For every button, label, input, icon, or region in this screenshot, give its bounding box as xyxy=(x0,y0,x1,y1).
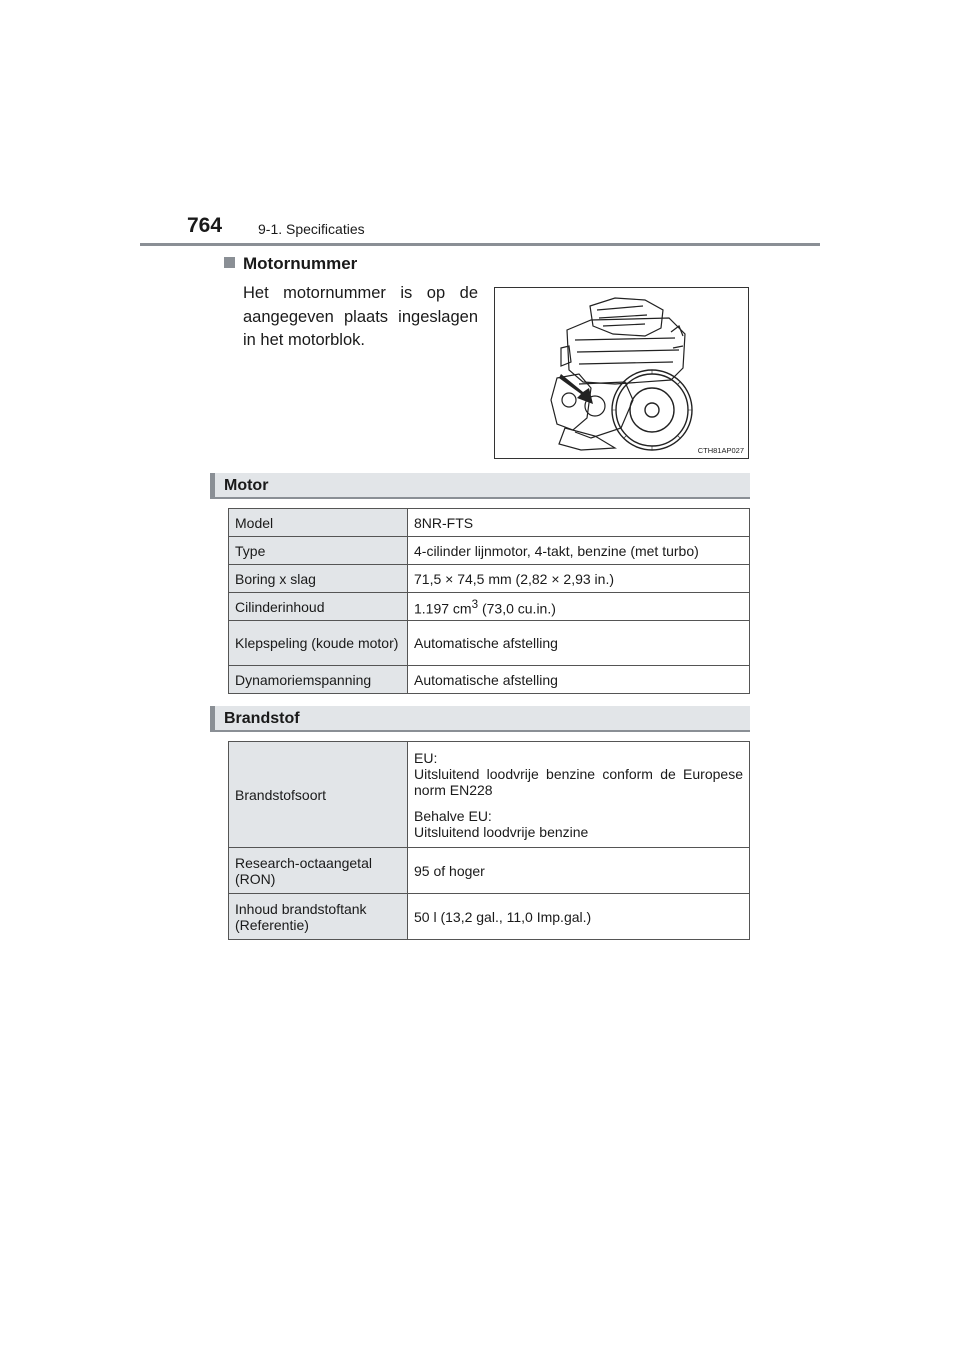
header-rule xyxy=(140,243,820,246)
motor-section-bar xyxy=(210,473,750,499)
spec-label: Brandstofsoort xyxy=(229,742,408,848)
table-row xyxy=(229,537,750,565)
figure-code: CTH81AP027 xyxy=(697,446,744,455)
displacement-superscript: 3 xyxy=(471,597,479,611)
motor-section-title: Motor xyxy=(224,477,269,494)
spec-value: 8NR-FTS xyxy=(408,509,750,537)
table-row xyxy=(229,894,750,940)
table-row xyxy=(229,509,750,537)
engine-illustration-icon xyxy=(495,288,748,458)
bar-accent xyxy=(210,706,215,730)
spec-label: Dynamoriemspanning xyxy=(229,666,408,694)
spec-label: Research-octaangetal (RON) xyxy=(229,848,408,894)
fuel-eu-heading: EU: xyxy=(414,749,438,766)
spacer xyxy=(414,798,743,808)
spec-value: 4-cilinder lijnmotor, 4-takt, benzine (met turbo) xyxy=(408,537,750,565)
spec-label: Inhoud brandstoftank (Referentie) xyxy=(229,894,408,940)
spec-label: Klepspeling (koude motor) xyxy=(229,621,408,666)
brandstof-section-title: Brandstof xyxy=(224,710,300,727)
table-row xyxy=(229,848,750,894)
spec-value xyxy=(408,742,750,848)
running-head: 9-1. Specificaties xyxy=(258,221,365,237)
bar-accent xyxy=(210,473,215,497)
spec-value: 50 l (13,2 gal., 11,0 Imp.gal.) xyxy=(408,894,750,940)
spec-label: Boring x slag xyxy=(229,565,408,593)
motor-spec-table xyxy=(228,508,750,694)
spec-value: 95 of hoger xyxy=(408,848,750,894)
displacement-imperial: (73,0 cu.in.) xyxy=(478,600,556,617)
engine-number-text: Het motornummer is op de aangegeven plaats ingeslagen in het motorblok. xyxy=(243,284,478,349)
fuel-spec-table xyxy=(228,741,750,940)
spec-label: Cilinderinhoud xyxy=(229,593,408,621)
page-number: 764 xyxy=(187,214,223,237)
section-heading-text: Motornummer xyxy=(243,254,358,273)
fuel-non-eu-text: Uitsluitend loodvrije benzine xyxy=(414,823,589,840)
spec-label: Model xyxy=(229,509,408,537)
spec-value: Automatische afstelling xyxy=(408,621,750,666)
table-row xyxy=(229,666,750,694)
spec-value: 71,5 × 74,5 mm (2,82 × 2,93 in.) xyxy=(408,565,750,593)
section-heading-engine-number xyxy=(224,254,357,274)
brandstof-section-bar xyxy=(210,706,750,732)
table-row xyxy=(229,593,750,621)
displacement-value: 1.197 cm xyxy=(414,600,472,617)
square-bullet-icon xyxy=(224,257,235,268)
table-row xyxy=(229,565,750,593)
fuel-eu-text: Uitsluitend loodvrije benzine conform de Europese norm EN228 xyxy=(414,765,743,798)
spec-value xyxy=(408,593,750,621)
spec-value: Automatische afstelling xyxy=(408,666,750,694)
table-row xyxy=(229,742,750,848)
table-row xyxy=(229,621,750,666)
fuel-non-eu-heading: Behalve EU: xyxy=(414,807,492,824)
spec-label: Type xyxy=(229,537,408,565)
engine-figure xyxy=(494,287,749,459)
